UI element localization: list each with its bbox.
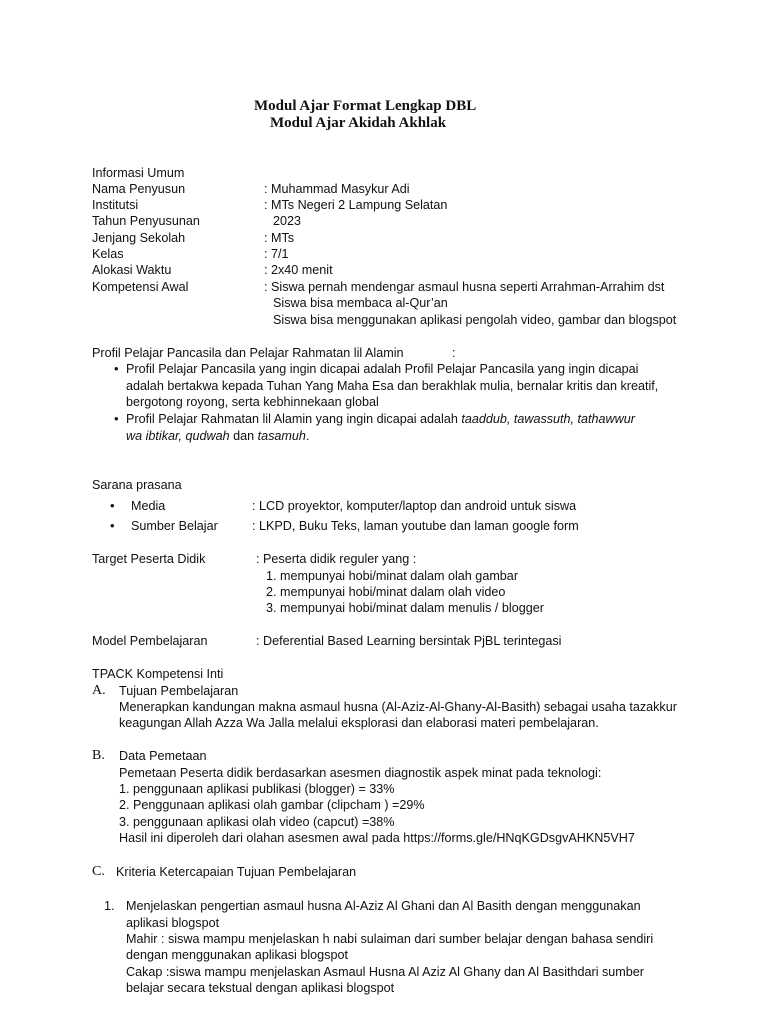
sarana-heading: Sarana prasana: [92, 478, 182, 492]
section-line: Cakap :siswa mampu menjelaskan Asmaul Husna Al Aziz Al Ghany dan Al Basithdari sumber: [126, 965, 644, 979]
profil-item-line: wa ibtikar, qudwah dan tasamuh.: [126, 429, 310, 443]
section-title: Tujuan Pembelajaran: [119, 684, 239, 698]
target-item: 3. mempunyai hobi/minat dalam menulis / blogger: [266, 601, 544, 615]
info-label: Jenjang Sekolah: [92, 231, 186, 245]
list-number: 1.: [104, 899, 115, 913]
target-item: 1. mempunyai hobi/minat dalam olah gambar: [266, 569, 519, 583]
profil-item-line: bergotong royong, serta kebhinnekaan global: [126, 395, 379, 409]
profil-item-line: Profil Pelajar Pancasila yang ingin dicapai adalah Profil Pelajar Pancasila yang ingin dicapai: [126, 362, 639, 376]
section-title: Data Pemetaan: [119, 749, 207, 763]
info-heading: Informasi Umum: [92, 166, 185, 180]
profil-item-line: adalah bertakwa kepada Tuhan Yang Maha Esa dan berakhlak mulia, bernalar kritis dan kreatif,: [126, 379, 659, 393]
section-letter: A.: [92, 683, 106, 698]
section-line: keagungan Allah Azza Wa Jalla melalui eksplorasi dan elaborasi materi pembelajaran.: [119, 716, 599, 730]
info-value: 2023: [273, 214, 302, 228]
bullet-icon: •: [114, 411, 119, 426]
info-value: : Muhammad Masykur Adi: [264, 182, 410, 196]
section-line: Pemetaan Peserta didik berdasarkan asesmen diagnostik aspek minat pada teknologi:: [119, 766, 602, 780]
bullet-icon: •: [110, 498, 115, 513]
section-line: 1. penggunaan aplikasi publikasi (blogger) = 33%: [119, 782, 395, 796]
info-label: Institutsi: [92, 198, 139, 212]
document-subtitle: Modul Ajar Akidah Akhlak: [270, 115, 447, 131]
sarana-label: Sumber Belajar: [131, 519, 218, 533]
info-value: : 7/1: [264, 247, 289, 261]
info-label: Alokasi Waktu: [92, 263, 172, 277]
info-label: Nama Penyusun: [92, 182, 186, 196]
info-value: : MTs: [264, 231, 295, 245]
sarana-value: : LKPD, Buku Teks, laman youtube dan laman google form: [252, 519, 579, 533]
section-letter: C.: [92, 864, 105, 879]
section-letter: B.: [92, 748, 105, 763]
section-title: Kriteria Ketercapaian Tujuan Pembelajaran: [116, 865, 357, 879]
sarana-value: : LCD proyektor, komputer/laptop dan android untuk siswa: [252, 499, 577, 513]
info-value: : MTs Negeri 2 Lampung Selatan: [264, 198, 448, 212]
info-label: Tahun Penyusunan: [92, 214, 200, 228]
profil-item-line: Profil Pelajar Rahmatan lil Alamin yang ingin dicapai adalah taaddub, tawassuth, tathawwur: [126, 412, 635, 426]
kompetensi-line: Siswa bisa menggunakan aplikasi pengolah video, gambar dan blogspot: [273, 313, 677, 327]
info-value: : Siswa pernah mendengar asmaul husna seperti Arrahman-Arrahim dst: [264, 280, 665, 294]
section-line: Mahir : siswa mampu menjelaskan h nabi sulaiman dari sumber belajar dengan bahasa sendiri: [126, 932, 654, 946]
tpack-heading: TPACK Kompetensi Inti: [92, 667, 224, 681]
section-line: Menjelaskan pengertian asmaul husna Al-Aziz Al Ghani dan Al Basith dengan menggunakan: [126, 899, 641, 913]
section-line: aplikasi blogspot: [126, 916, 220, 930]
section-line: Menerapkan kandungan makna asmaul husna (Al-Aziz-Al-Ghany-Al-Basith) sebagai usaha tazakkur: [119, 700, 677, 714]
target-label: Target Peserta Didik: [92, 552, 206, 566]
model-value: : Deferential Based Learning bersintak PjBL terintegasi: [256, 634, 562, 648]
target-value: : Peserta didik reguler yang :: [256, 552, 417, 566]
info-value: : 2x40 menit: [264, 263, 333, 277]
section-line: 3. penggunaan aplikasi olah video (capcut) =38%: [119, 815, 395, 829]
profil-heading: Profil Pelajar Pancasila dan Pelajar Rahmatan lil Alamin: [92, 346, 404, 360]
sarana-label: Media: [131, 499, 166, 513]
document-title: Modul Ajar Format Lengkap DBL: [254, 98, 477, 114]
info-label: Kompetensi Awal: [92, 280, 189, 294]
kompetensi-line: Siswa bisa membaca al-Qur’an: [273, 296, 448, 310]
model-label: Model Pembelajaran: [92, 634, 208, 648]
target-item: 2. mempunyai hobi/minat dalam olah video: [266, 585, 506, 599]
section-line: dengan menggunakan aplikasi blogspot: [126, 948, 348, 962]
bullet-icon: •: [114, 361, 119, 376]
bullet-icon: •: [110, 518, 115, 533]
profil-colon: :: [452, 346, 456, 360]
section-line: Hasil ini diperoleh dari olahan asesmen awal pada https://forms.gle/HNqKGDsgvAHKN5VH7: [119, 831, 635, 845]
section-line: 2. Penggunaan aplikasi olah gambar (clipcham ) =29%: [119, 798, 425, 812]
info-label: Kelas: [92, 247, 124, 261]
section-line: belajar secara tekstual dengan aplikasi blogspot: [126, 981, 395, 995]
